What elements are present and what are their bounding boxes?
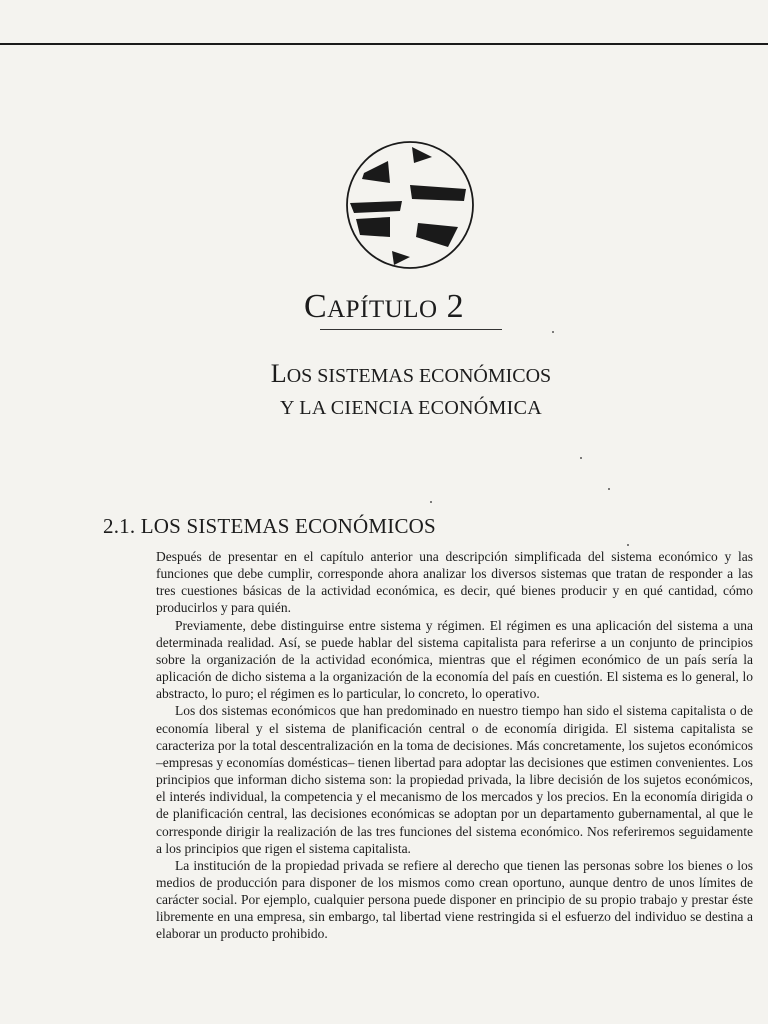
scan-speck	[580, 457, 582, 459]
paragraph: Previamente, debe distinguirse entre sistema y régimen. El régimen es una aplicación del sistema a una determinada realidad. Así, se puede hablar del sistema capitalista para referirse a un conjunto de principios sobre la organización de la actividad económica, mientras que el régimen económico de un país sería la aplicación de dicho sistema a la organización de la economía del país en cuestión. El sistema es lo general, lo abstracto, lo puro; el régimen es lo particular, lo concreto, lo operativo.	[156, 617, 753, 702]
body-text	[156, 548, 753, 943]
scan-speck	[627, 544, 629, 546]
globe-emblem-icon	[344, 139, 476, 271]
top-rule	[0, 43, 768, 45]
chapter-label-initial: C	[303, 288, 328, 325]
chapter-number: 2	[446, 288, 465, 325]
chapter-subtitle-line2: Y LA CIENCIA ECONÓMICA	[280, 397, 542, 419]
subtitle-rest: OS SISTEMAS ECONÓMICOS	[286, 365, 552, 387]
section-heading: 2.1. LOS SISTEMAS ECONÓMICOS	[103, 514, 436, 538]
chapter-label-rest: APÍTULO	[327, 296, 438, 323]
scan-speck	[608, 488, 610, 490]
chapter-underline	[320, 329, 502, 330]
subtitle-initial: L	[270, 359, 287, 388]
paragraph: La institución de la propiedad privada se refiere al derecho que tienen las personas sobre los bienes o los medios de producción para disponer de los mismos como crean oportuno, aunque dentro de unos límites de carácter social. Por ejemplo, cualquier persona puede disponer en principio de su propio trabajo y prestar éste libremente en una empresa, sin embargo, tal libertad viene restringida si el esfuerzo del individuo se destina a elaborar un producto prohibido.	[156, 857, 753, 942]
scan-speck	[552, 331, 554, 333]
paragraph: Los dos sistemas económicos que han predominado en nuestro tiempo han sido el sistema capitalista o de economía liberal y el sistema de planificación central o de economía dirigida. El sistema capitalista se caracteriza por la total descentralización en la toma de decisiones. Más concretamente, los sujetos económicos –empresas y economías domésticas– tienen libertad para adoptar las decisiones que estimen convenientes. Los principios que informan dicho sistema son: la propiedad privada, la libre decisión de los sujetos económicos, el interés individual, la competencia y el mecanismo de los mercados y los precios. En la economía dirigida o de planificación central, las decisiones económicas se adoptan por un departamento gubernamental, al que le corresponde dirigir la realización de las tres funciones del sistema económico. Nos referiremos seguidamente a los principios que rigen el sistema capitalista.	[156, 703, 753, 856]
chapter-subtitle-line1	[0, 358, 768, 392]
paragraph: Después de presentar en el capítulo anterior una descripción simplificada del sistema económico y las funciones que debe cumplir, corresponde ahora analizar los diversos sistemas que tratan de responder a las tres cuestiones básicas de la actividad económica, es decir, qué bienes producir y en qué cantidad, cómo producirlos y para quién.	[156, 549, 753, 616]
chapter-title	[0, 287, 768, 330]
scan-speck	[430, 501, 432, 503]
